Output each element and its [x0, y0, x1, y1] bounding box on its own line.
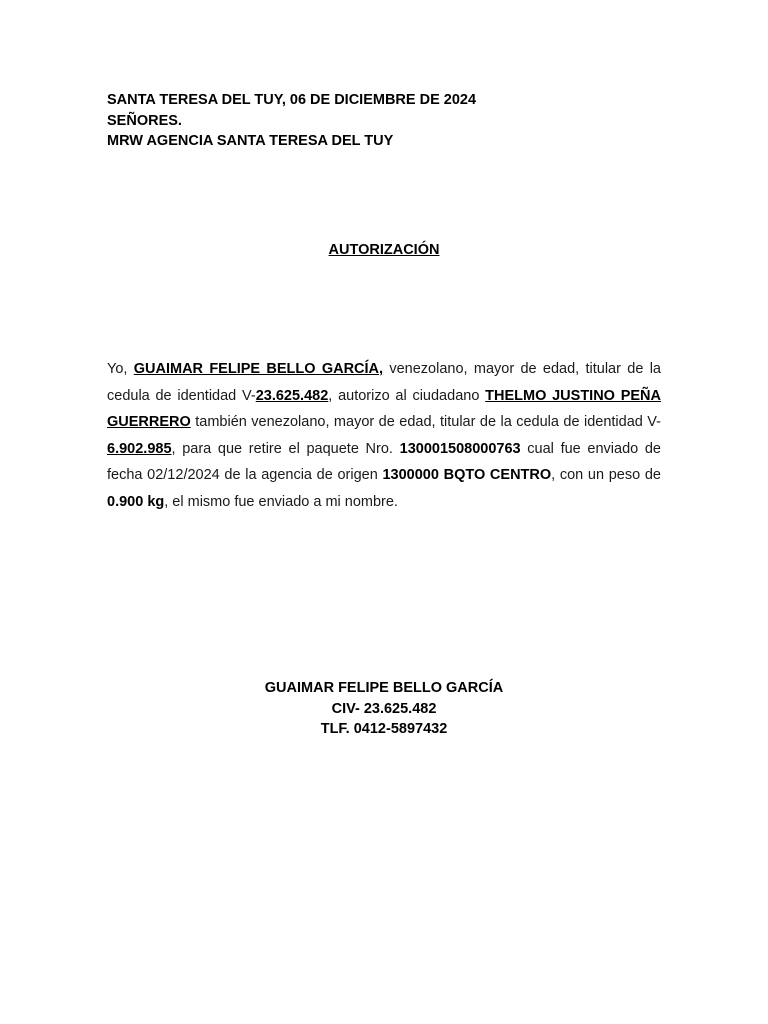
- grantor-name: GUAIMAR FELIPE BELLO GARCÍA,: [133, 361, 384, 377]
- package-weight: 0.900 kg: [107, 493, 165, 510]
- signature-block: [0, 678, 768, 740]
- document-title: AUTORIZACIÓN: [328, 242, 440, 258]
- package-number: 130001508000763: [399, 440, 521, 457]
- letter-header: [107, 90, 476, 152]
- signature-phone: TLF. 0412-5897432: [320, 721, 448, 737]
- body-text-segment: cual fue enviado de fecha 02/12/2024 de la agencia de origen: [107, 440, 661, 484]
- body-text-segment: , el mismo fue enviado a mi nombre.: [164, 493, 398, 510]
- recipient: MRW AGENCIA SANTA TERESA DEL TUY: [107, 133, 394, 149]
- body-text-segment: también venezolano, mayor de edad, titular de la cedula de identidad V-: [190, 414, 661, 431]
- grantee-name: THELMO JUSTINO PEÑA GUERRERO: [107, 387, 662, 431]
- body-text-segment: , autorizo al ciudadano: [328, 387, 486, 404]
- body-text-segment: Yo,: [107, 361, 134, 377]
- salutation: SEÑORES.: [107, 112, 182, 129]
- authorization-paragraph: [107, 356, 661, 516]
- place-date: SANTA TERESA DEL TUY, 06 DE DICIEMBRE DE 2024: [107, 92, 477, 108]
- signature-id: CIV- 23.625.482: [331, 700, 437, 717]
- signature-name: GUAIMAR FELIPE BELLO GARCÍA: [264, 680, 504, 696]
- body-text-segment: venezolano, mayor de edad, titular de la cedula de identidad V-: [107, 361, 661, 404]
- grantor-id: 23.625.482: [255, 387, 329, 404]
- body-text-segment: , con un peso de: [551, 467, 661, 484]
- origin-agency: 1300000 BQTO CENTRO: [382, 467, 552, 484]
- grantee-id: 6.902.985: [107, 440, 172, 457]
- body-text-segment: , para que retire el paquete Nro.: [171, 440, 400, 457]
